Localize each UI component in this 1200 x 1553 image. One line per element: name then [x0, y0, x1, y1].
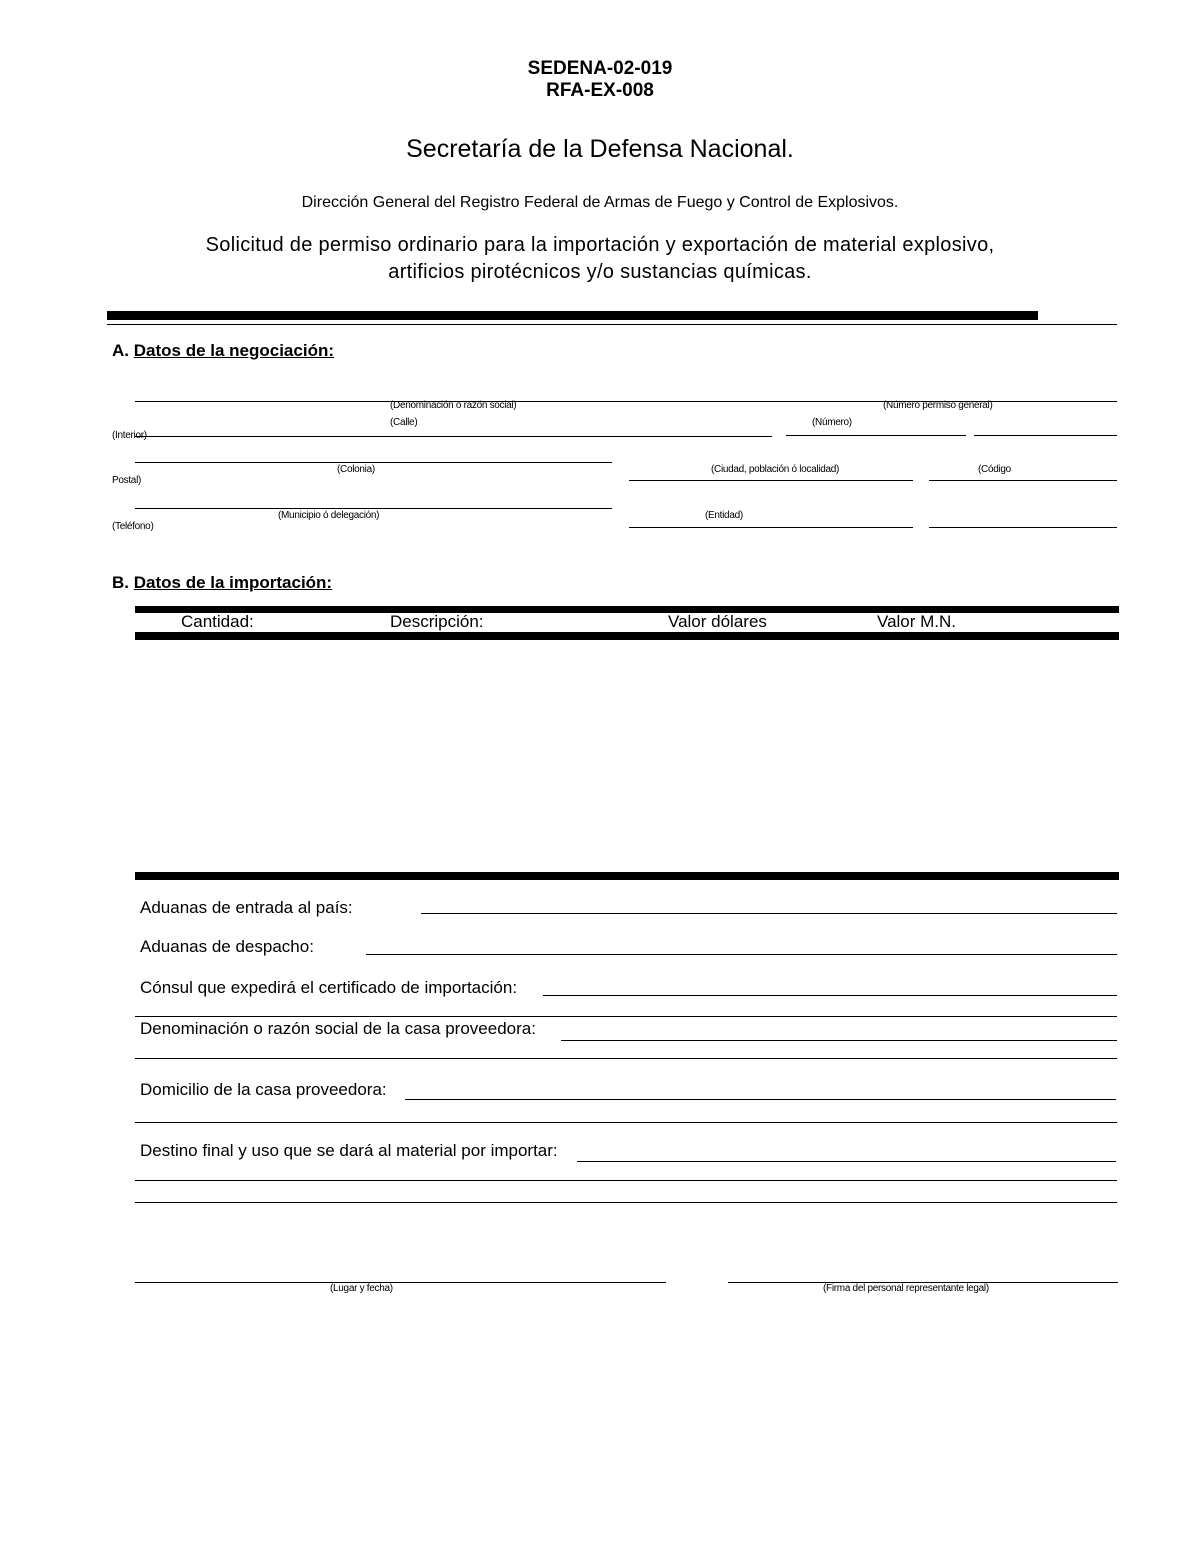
section-b-letter: B. — [112, 573, 129, 592]
caption-lugar-fecha: (Lugar y fecha) — [330, 1283, 393, 1294]
direction-title: Dirección General del Registro Federal de Armas de Fuego y Control de Explosivos. — [301, 194, 899, 211]
header-thin-rule — [107, 324, 1117, 325]
form-title-line1: Solicitud de permiso ordinario para la importación y exportación de material explosivo, — [205, 234, 995, 256]
form-title-line2: artificios pirotécnicos y/o sustancias químicas. — [388, 261, 812, 283]
aduanas-entrada-line[interactable] — [421, 913, 1117, 914]
aduanas-despacho-label: Aduanas de despacho: — [140, 937, 314, 956]
section-a-letter: A. — [112, 341, 129, 360]
caption-firma: (Firma del personal representante legal) — [823, 1283, 989, 1294]
section-a-heading — [112, 342, 334, 360]
caption-postal: Postal) — [112, 475, 142, 486]
caption-denominacion: (Denominación o razón social) — [390, 400, 517, 411]
ciudad-line[interactable] — [629, 480, 913, 481]
aduanas-entrada-label: Aduanas de entrada al país: — [140, 898, 353, 917]
caption-calle: (Calle) — [390, 417, 418, 428]
codigo-postal-line[interactable] — [929, 480, 1117, 481]
numero-line[interactable] — [786, 435, 966, 436]
caption-numero: (Número) — [812, 417, 852, 428]
table-bottom-rule — [135, 872, 1119, 880]
column-descripcion: Descripción: — [390, 612, 484, 631]
domicilio-proveedora-line[interactable] — [405, 1099, 1116, 1100]
entidad-line[interactable] — [629, 527, 913, 528]
form-code-secondary: RFA-EX-008 — [546, 80, 654, 101]
import-items-area[interactable] — [135, 640, 1119, 872]
domicilio-proveedora-line-2[interactable] — [135, 1122, 1117, 1123]
lugar-fecha-line[interactable] — [135, 1282, 666, 1283]
destino-final-line-2[interactable] — [135, 1180, 1117, 1181]
colonia-line[interactable] — [135, 462, 612, 463]
section-b-heading — [112, 574, 332, 592]
denominacion-proveedora-label: Denominación o razón social de la casa proveedora: — [140, 1019, 536, 1038]
domicilio-proveedora-label: Domicilio de la casa proveedora: — [140, 1080, 387, 1099]
interior-line[interactable] — [974, 435, 1117, 436]
column-valor-mn: Valor M.N. — [877, 612, 957, 631]
destino-final-label: Destino final y uso que se dará al material por importar: — [140, 1141, 558, 1160]
aduanas-despacho-line[interactable] — [366, 954, 1117, 955]
header-thick-rule — [107, 311, 1038, 320]
column-cantidad: Cantidad: — [181, 612, 254, 631]
table-top-rule — [135, 606, 1119, 613]
section-a-title: Datos de la negociación: — [133, 341, 334, 360]
ministry-title: Secretaría de la Defensa Nacional. — [406, 135, 794, 163]
caption-codigo: (Código — [978, 464, 1011, 475]
telefono-line[interactable] — [929, 527, 1117, 528]
destino-final-line[interactable] — [577, 1161, 1116, 1162]
table-header-bottom-rule — [135, 632, 1119, 640]
caption-entidad: (Entidad) — [705, 510, 743, 521]
municipio-line[interactable] — [135, 508, 612, 509]
caption-interior: (Interior) — [112, 430, 147, 441]
section-b-title: Datos de la importación: — [133, 573, 333, 592]
form-code: SEDENA-02-019 — [527, 58, 673, 79]
column-valor-dolares: Valor dólares — [668, 612, 767, 631]
consul-label: Cónsul que expedirá el certificado de importación: — [140, 978, 518, 997]
caption-colonia: (Colonia) — [337, 464, 375, 475]
denominacion-proveedora-line[interactable] — [561, 1040, 1117, 1041]
caption-municipio: (Municipio ó delegación) — [278, 510, 380, 521]
denominacion-proveedora-line-2[interactable] — [135, 1058, 1117, 1059]
caption-telefono: (Teléfono) — [112, 521, 154, 532]
destino-final-line-3[interactable] — [135, 1202, 1117, 1203]
caption-numero-permiso: (Número permiso general) — [883, 400, 993, 411]
calle-line[interactable] — [135, 436, 772, 437]
consul-line-2[interactable] — [135, 1016, 1117, 1017]
consul-line[interactable] — [543, 995, 1117, 996]
caption-ciudad: (Ciudad, población ó localidad) — [711, 464, 840, 475]
